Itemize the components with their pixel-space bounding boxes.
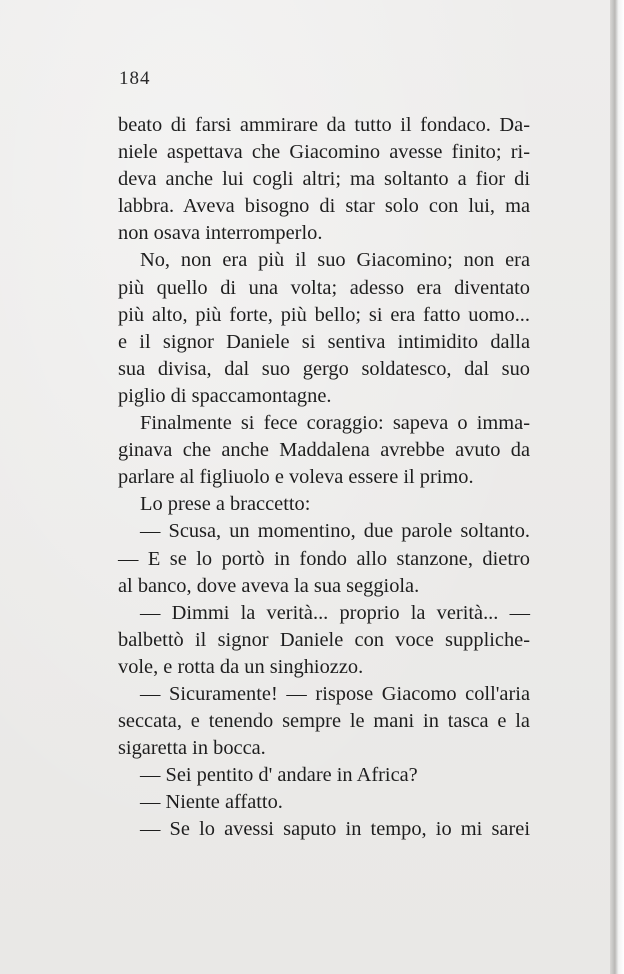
text-line: Finalmente si fece coraggio: sapeva o imma- xyxy=(140,412,530,435)
text-line: seccata, e tenendo sempre le mani in tasca e la xyxy=(118,710,530,733)
text-line: beato di farsi ammirare da tutto il fondaco. Da- xyxy=(118,114,530,136)
text-line: deva anche lui cogli altri; ma soltanto a fior di xyxy=(118,168,530,191)
text-line: ginava che anche Maddalena avrebbe avuto da xyxy=(118,439,530,462)
text-line: — Se lo avessi saputo in tempo, io mi sarei xyxy=(140,818,530,841)
text-line: al banco, dove aveva la sua seggiola. xyxy=(118,574,420,597)
text-line: Lo prese a braccetto: xyxy=(140,493,311,516)
text-line: e il signor Daniele si sentiva intimidito dalla xyxy=(118,330,530,353)
text-line: vole, e rotta da un singhiozzo. xyxy=(118,655,364,678)
text-line: non osava interromperlo. xyxy=(118,222,323,245)
text-line: più quello di una volta; adesso era diventato xyxy=(118,276,530,299)
text-line: niele aspettava che Giacomino avesse finito; ri- xyxy=(118,141,530,164)
text-line: piglio di spaccamontagne. xyxy=(118,384,332,407)
text-line: labbra. Aveva bisogno di star solo con lui, ma xyxy=(118,195,530,218)
body-text xyxy=(118,112,530,844)
text-line: sigaretta in bocca. xyxy=(118,737,266,760)
text-line: — Scusa, un momentino, due parole soltanto. xyxy=(140,520,530,543)
text-line: No, non era più il suo Giacomino; non era xyxy=(140,249,530,272)
text-line: parlare al figliuolo e voleva essere il primo. xyxy=(118,466,474,489)
text-line: — E se lo portò in fondo allo stanzone, dietro xyxy=(118,547,530,570)
text-line: — Dimmi la verità... proprio la verità... — xyxy=(140,601,530,624)
text-line: — Sicuramente! — rispose Giacomo coll'aria xyxy=(140,682,530,705)
text-line: balbettò il signor Daniele con voce suppliche- xyxy=(118,628,530,651)
text-line: più alto, più forte, più bello; si era fatto uomo... xyxy=(118,303,530,326)
text-line: — Sei pentito d' andare in Africa? xyxy=(140,764,418,787)
text-line: — Niente affatto. xyxy=(140,791,283,814)
page-edge xyxy=(610,0,624,974)
text-line: sua divisa, dal suo gergo soldatesco, dal suo xyxy=(118,357,530,380)
page-number: 184 xyxy=(119,68,151,89)
